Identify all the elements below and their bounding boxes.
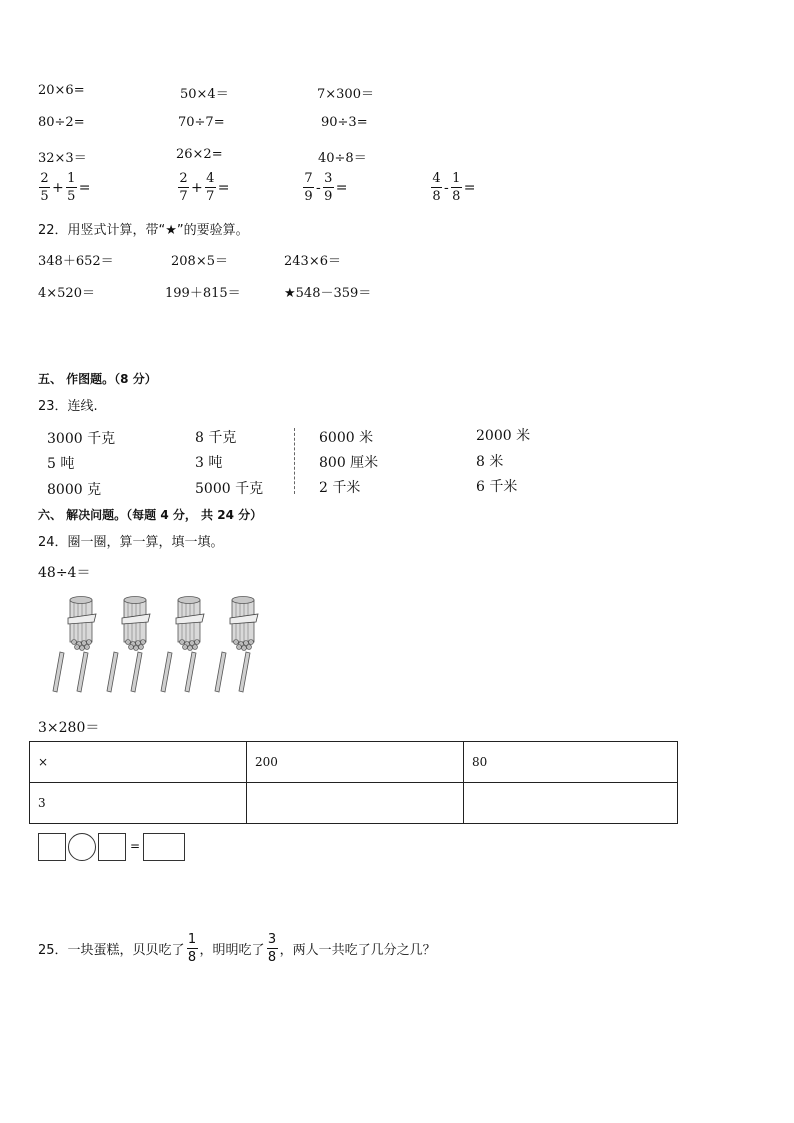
unit-item: 2000 米 [476,428,531,444]
calc-40div8: 40÷8＝ [318,151,367,166]
table-row [30,783,678,824]
fraction-expression-4 [431,172,477,203]
denominator: 9 [324,189,333,204]
denominator: 9 [304,189,313,204]
bundle-group-1 [53,597,96,693]
operator: - [316,179,321,196]
unit-item: 3 吨 [195,455,223,471]
q24-expression-1: 48÷4＝ [38,565,91,581]
q24-expression-2: 3×280＝ [38,720,100,736]
unit-item: 5000 千克 [195,481,264,497]
q25-text: 25．一块蛋糕，贝贝吃了 [38,943,185,958]
numerator: 7 [304,171,313,186]
answer-box[interactable] [98,833,126,861]
numerator: 2 [40,171,49,186]
unit-item: 6 千米 [476,479,518,495]
fraction [267,933,278,964]
unit-item: 8 千克 [195,430,237,446]
numerator: 3 [267,932,277,947]
unit-item: 6000 米 [319,430,374,446]
bundle-group-2 [107,597,150,693]
bundles-of-sticks-illustration [40,590,270,700]
table-cell: 200 [247,742,464,783]
denominator: 8 [452,189,461,204]
unit-item: 2 千米 [319,480,361,496]
bundle-group-4 [215,597,258,693]
q22-item: 348＋652＝ [38,254,114,269]
numerator: 4 [206,171,215,186]
fraction-expression-3 [303,172,349,203]
fraction [39,172,50,203]
table-cell: 80 [464,742,678,783]
calc-26x2: 26×2= [176,147,223,162]
operator-circle[interactable] [68,833,96,861]
numerator: 1 [452,171,461,186]
table-cell: × [30,742,247,783]
q22-item: 243×6＝ [284,254,341,269]
operator: + [191,179,203,196]
calc-20x6: 20×6= [38,83,85,98]
calc-32x3: 32×3＝ [38,151,87,166]
unit-item: 3000 千克 [47,431,116,447]
calc-70div7: 70÷7= [178,115,225,130]
fraction [431,172,442,203]
denominator: 8 [267,950,277,965]
q25-text: ，明明吃了 [199,943,265,958]
numerator: 2 [179,171,188,186]
numerator: 1 [187,932,197,947]
section-6-heading: 六、 解决问题。（每题 4 分， 共 24 分） [38,508,263,522]
answer-box[interactable] [38,833,66,861]
equals: = [463,179,476,196]
result-box[interactable] [143,833,185,861]
dashed-divider [294,428,295,494]
fraction [205,172,216,203]
calc-50x4: 50×4＝ [180,87,229,102]
numerator: 1 [67,171,76,186]
denominator: 8 [187,950,197,965]
denominator: 8 [432,189,441,204]
denominator: 5 [67,189,76,204]
denominator: 7 [179,189,188,204]
fraction-expression-1 [39,172,92,203]
equals: = [335,179,348,196]
fraction [303,172,314,203]
q22-title: 22．用竖式计算，带“★”的要验算。 [38,223,249,238]
bundle-group-3 [161,597,204,693]
q25-question [38,933,436,964]
operator: - [444,179,449,196]
answer-cell[interactable] [247,783,464,824]
section-5-heading: 五、 作图题。（8 分） [38,372,157,386]
unit-item: 800 厘米 [319,455,379,471]
numerator: 3 [324,171,333,186]
denominator: 7 [206,189,215,204]
unit-item: 8000 克 [47,482,102,498]
fraction [187,933,198,964]
unit-item: 8 米 [476,454,504,470]
answer-cell[interactable] [464,783,678,824]
calc-7x300: 7×300＝ [317,87,374,102]
fraction [66,172,77,203]
fraction-expression-2 [178,172,231,203]
multiplication-grid [29,741,678,824]
table-row [30,742,678,783]
q22-item: 199＋815＝ [165,286,241,301]
calc-80div2: 80÷2= [38,115,85,130]
fraction [178,172,189,203]
table-cell: 3 [30,783,247,824]
calc-90div3: 90÷3= [321,115,368,130]
q24-title: 24．圈一圈，算一算，填一填。 [38,535,224,550]
equals: = [217,179,230,196]
q22-item: ★548－359＝ [284,286,372,301]
numerator: 4 [432,171,441,186]
fraction [451,172,462,203]
fraction [323,172,334,203]
unit-item: 5 吨 [47,456,75,472]
equals: = [78,179,91,196]
q25-text: ，两人一共吃了几分之几？ [279,943,436,958]
equals-sign: = [130,839,141,853]
q22-item: 208×5＝ [171,254,228,269]
denominator: 5 [40,189,49,204]
q22-item: 4×520＝ [38,286,95,301]
q23-title: 23．连线. [38,399,98,414]
operator: + [52,179,64,196]
